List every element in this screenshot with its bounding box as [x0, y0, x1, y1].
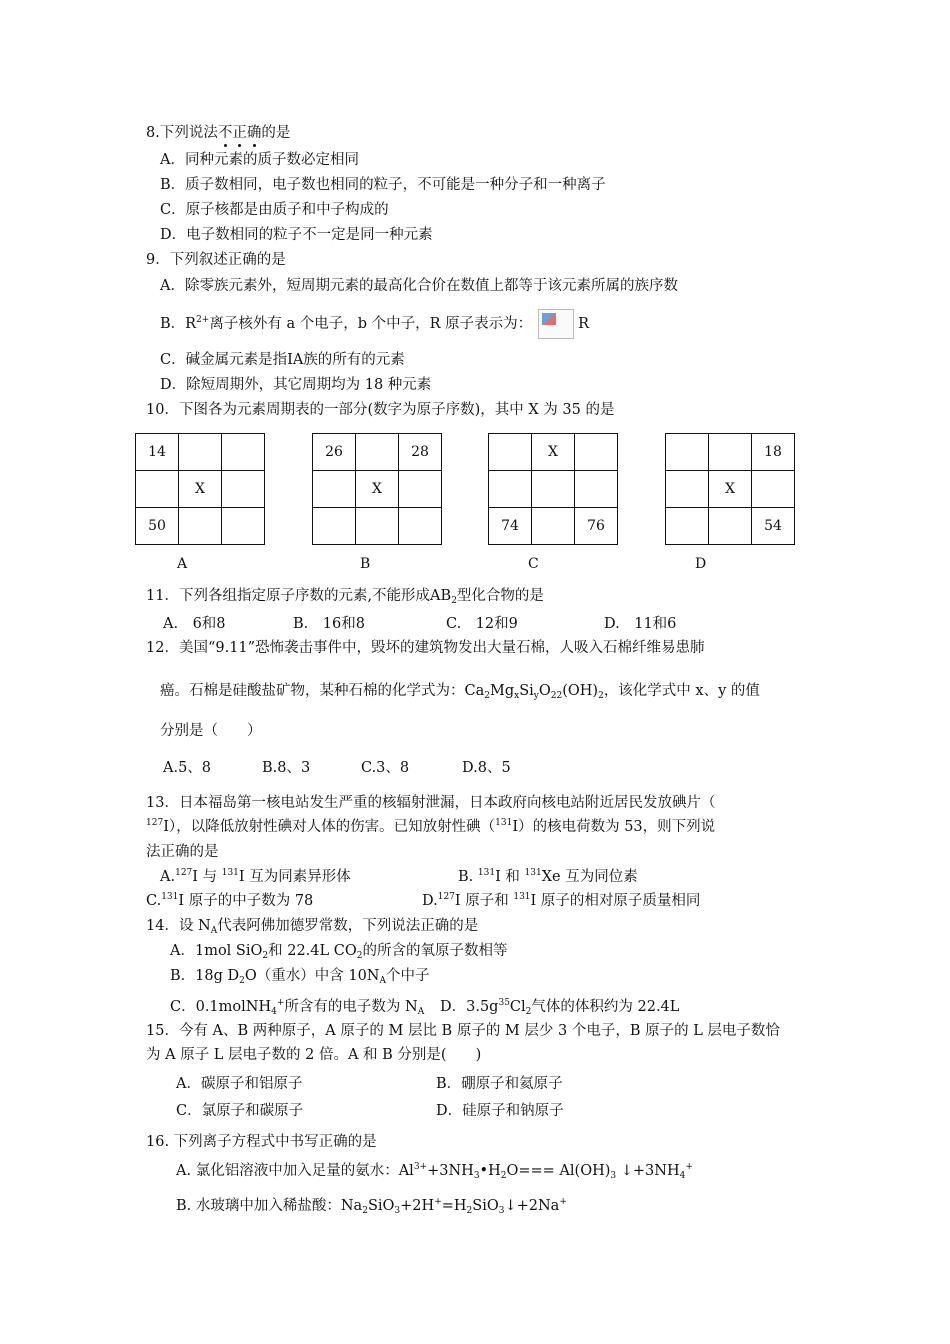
- q16-option-a: A. 氯化铝溶液中加入足量的氨水：$Al^{3+}+3NH_3•H_2O=== Al(OH)_3$ $↓+3NH_4^+$: [176, 1162, 693, 1181]
- q14-stem: 14．设 $N_A$代表阿佛加德罗常数，下列说法正确的是: [146, 918, 479, 936]
- q13-line-2: $^{127}$I），以降低放射性碘对人体的伤害。已知放射性碘（$^{131}$I）的核电荷数为 53，则下列说: [146, 818, 716, 835]
- grid-label-d: D: [695, 556, 707, 572]
- q11-option-d: D. 11和6: [604, 616, 677, 632]
- grid-cell: X: [356, 471, 399, 508]
- grid-cell: [179, 508, 222, 545]
- grid-cell: [575, 471, 618, 508]
- grid-cell: [222, 508, 265, 545]
- grid-label-c: C: [528, 556, 539, 572]
- grid-cell: [666, 471, 709, 508]
- grid-label-a: A: [177, 556, 188, 572]
- q14-option-d: D．$3.5g^{35}Cl_2$气体的体积约为 22.4L: [440, 998, 680, 1017]
- q11-option-b: B. 16和8: [293, 616, 365, 632]
- grid-cell: 28: [399, 434, 442, 471]
- q11-option-c: C. 12和9: [446, 616, 518, 632]
- grid-cell: [752, 471, 795, 508]
- q12-line-3: 分别是（ ）: [160, 723, 262, 739]
- grid-cell: [356, 508, 399, 545]
- grid-cell: 14: [136, 434, 179, 471]
- grid-cell: [356, 434, 399, 471]
- q15-option-d: D．硅原子和钠原子: [436, 1103, 564, 1119]
- broken-image-icon: [538, 309, 574, 339]
- q16-stem: 16. 下列离子方程式中书写正确的是: [146, 1134, 377, 1150]
- q10-stem: 10．下图各为元素周期表的一部分(数字为原子序数)，其中 X 为 35 的是: [146, 402, 615, 418]
- grid-cell: 74: [489, 508, 532, 545]
- q13-option-c: C.$^{131}$I 原子的中子数为 78: [146, 892, 314, 909]
- q9-option-c: C．碱金属元素是指ⅠA族的所有的元素: [160, 352, 405, 368]
- grid-cell: [532, 508, 575, 545]
- q15-option-b: B．硼原子和氦原子: [436, 1076, 563, 1092]
- q8-option-b: B．质子数相同，电子数也相同的粒子，不可能是一种分子和一种离子: [160, 177, 606, 193]
- q14-option-b: B．18g $D_2O$（重水）中含 $10N_A$个中子: [170, 968, 430, 986]
- q9-option-b: B．$R^{2+}$离子核外有 a 个电子，b 个中子，R 原子表示为： R: [160, 309, 589, 339]
- q11-option-a: A. 6和8: [163, 616, 226, 632]
- q15-option-c: C．氯原子和碳原子: [176, 1103, 304, 1119]
- periodic-grid-c: [488, 433, 618, 545]
- grid-cell: 50: [136, 508, 179, 545]
- q15-option-a: A．碳原子和铝原子: [176, 1076, 303, 1092]
- periodic-grid-b: [312, 433, 442, 545]
- q15-line-2: 为 A 原子 L 层电子数的 2 倍。A 和 B 分别是( ): [146, 1047, 482, 1063]
- periodic-grid-d: [665, 433, 795, 545]
- grid-cell: [399, 508, 442, 545]
- q14-option-c: C．0.1molNH$_4$+所含有的电子数为 $N_A$: [170, 998, 425, 1017]
- grid-cell: [666, 508, 709, 545]
- grid-cell: [313, 471, 356, 508]
- q12-line-1: 12．美国“9.11”恐怖袭击事件中，毁坏的建筑物发出大量石棉，人吸入石棉纤维易患肺: [146, 640, 705, 656]
- grid-cell: X: [532, 434, 575, 471]
- q11-stem: 11．下列各组指定原子序数的元素,不能形成$AB_2$型化合物的是: [146, 588, 544, 606]
- q12-option-c: C.3、8: [361, 760, 410, 776]
- q14-option-a: A．1mol SiO$_2$和 22.4L $CO_2$的所含的氧原子数相等: [170, 943, 508, 961]
- q13-line-3: 法正确的是: [146, 844, 219, 860]
- grid-cell: [313, 508, 356, 545]
- q13-option-d: D.$^{127}$I 原子和 $^{131}$I 原子的相对原子质量相同: [422, 892, 701, 909]
- grid-label-b: B: [360, 556, 371, 572]
- q12-option-d: D.8、5: [462, 760, 511, 776]
- q13-option-b: B. $^{131}$I 和 $^{131}$Xe 互为同位素: [458, 868, 638, 885]
- periodic-grid-a: [135, 433, 265, 545]
- grid-cell: [575, 434, 618, 471]
- grid-cell: [489, 471, 532, 508]
- q13-line-1: 13．日本福岛第一核电站发生严重的核辐射泄漏，日本政府向核电站附近居民发放碘片（: [146, 795, 716, 811]
- q8-stem: 8.下列说法不正确的是: [146, 125, 291, 141]
- q9-stem: 9．下列叙述正确的是: [146, 252, 286, 268]
- q9-option-a: A．除零族元素外，短周期元素的最高化合价在数值上都等于该元素所属的族序数: [160, 278, 678, 294]
- grid-cell: [709, 434, 752, 471]
- q8-option-a: A．同种元素的质子数必定相同: [160, 152, 359, 168]
- q8-option-d: D．电子数相同的粒子不一定是同一种元素: [160, 227, 433, 243]
- q12-option-b: B.8、3: [262, 760, 311, 776]
- grid-cell: [666, 434, 709, 471]
- grid-cell: [179, 434, 222, 471]
- grid-cell: X: [709, 471, 752, 508]
- grid-cell: 26: [313, 434, 356, 471]
- grid-cell: [532, 471, 575, 508]
- q8-option-c: C．原子核都是由质子和中子构成的: [160, 202, 389, 218]
- grid-cell: [222, 434, 265, 471]
- grid-cell: 54: [752, 508, 795, 545]
- grid-cell: 18: [752, 434, 795, 471]
- grid-cell: [399, 471, 442, 508]
- q16-option-b: B. 水玻璃中加入稀盐酸：$Na_2SiO_3+2H^+=H_2SiO_3↓+2Na^+$: [176, 1197, 567, 1216]
- q9-option-d: D．除短周期外，其它周期均为 18 种元素: [160, 377, 432, 393]
- grid-cell: [222, 471, 265, 508]
- grid-cell: [489, 434, 532, 471]
- q13-option-a: A.$^{127}$I 与 $^{131}$I 互为同素异形体: [160, 868, 351, 885]
- grid-cell: X: [179, 471, 222, 508]
- grid-cell: [136, 471, 179, 508]
- grid-cell: 76: [575, 508, 618, 545]
- q12-option-a: A.5、8: [163, 760, 212, 776]
- grid-cell: [709, 508, 752, 545]
- q12-line-2: 癌。石棉是硅酸盐矿物，某种石棉的化学式为：$Ca_2Mg_xSi_yO_{22}(OH)_2$，该化学式中 x、y 的值: [160, 683, 760, 701]
- q15-line-1: 15．今有 A、B 两种原子，A 原子的 M 层比 B 原子的 M 层少 3 个电子，B 原子的 L 层电子数恰: [146, 1023, 780, 1039]
